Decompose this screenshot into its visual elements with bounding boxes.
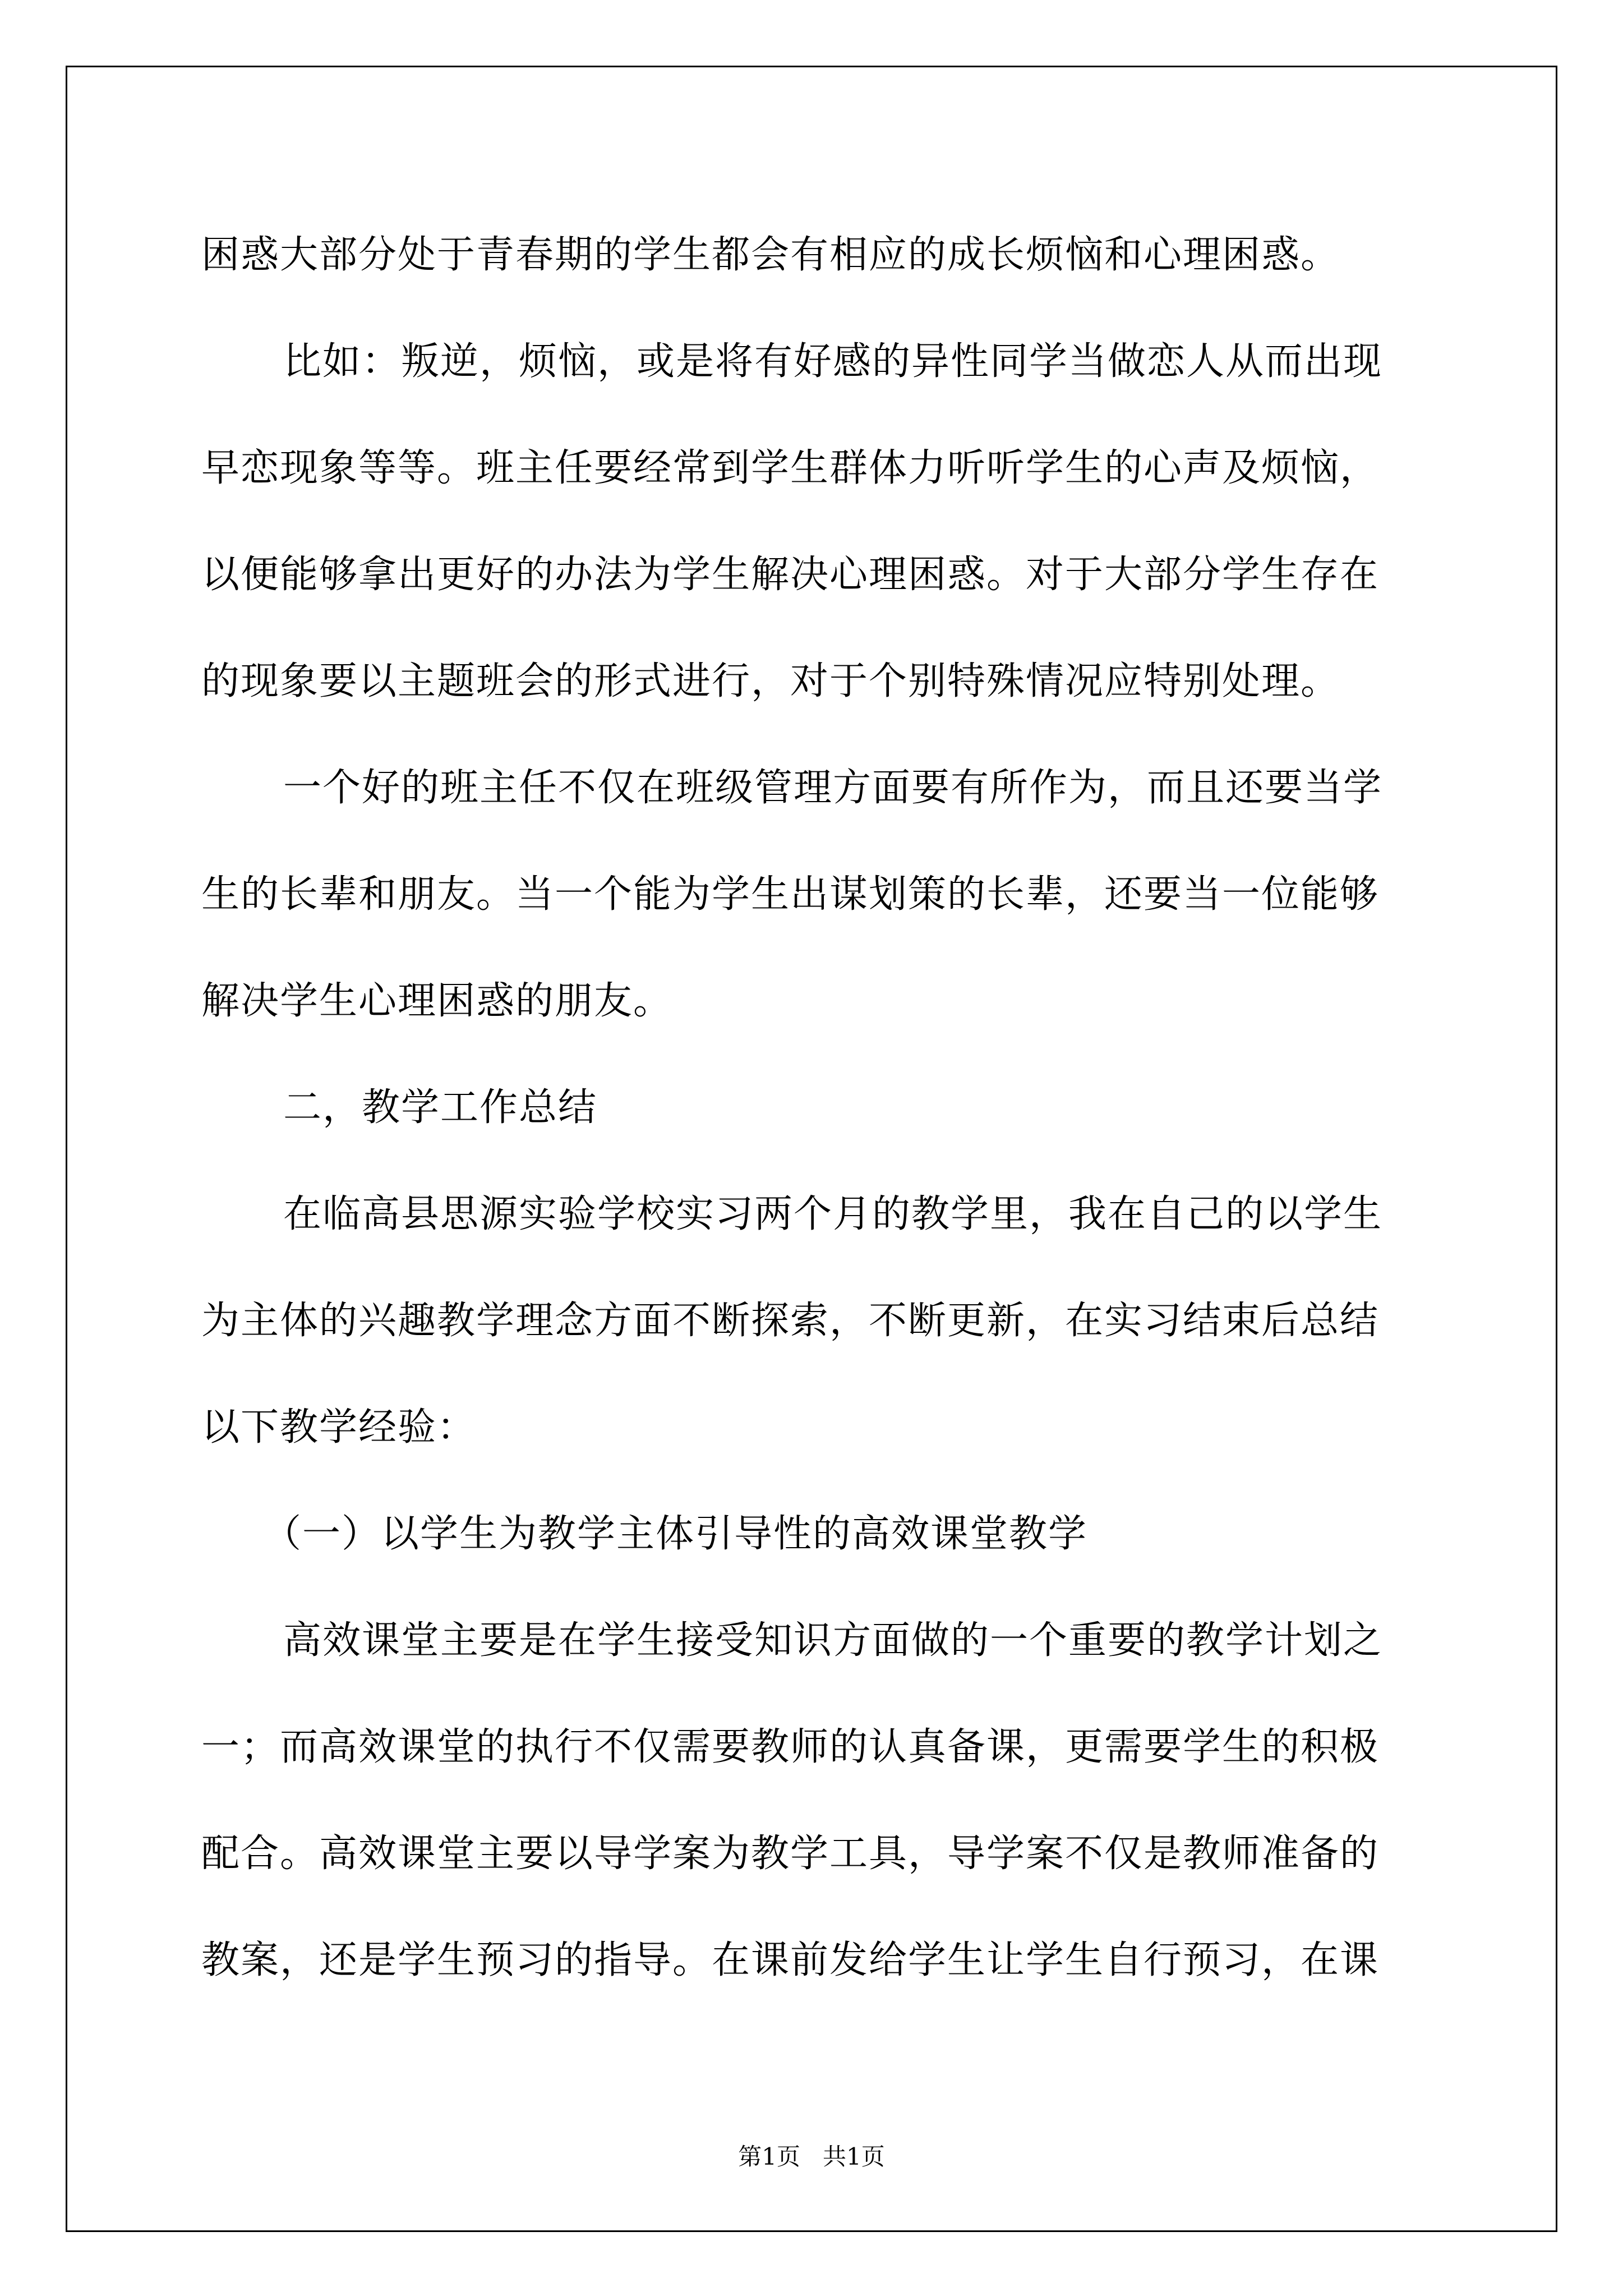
subsection-heading: （一）以学生为教学主体引导性的高效课堂教学 [263, 1512, 1088, 1556]
text-line: 解决学生心理困惑的朋友。 [201, 979, 673, 1023]
text-line: 的现象要以主题班会的形式进行，对于个别特殊情况应特别处理。 [201, 659, 1340, 703]
text-line: 一个好的班主任不仅在班级管理方面要有所作为，而且还要当学 [283, 766, 1383, 810]
text-line: 以便能够拿出更好的办法为学生解决心理困惑。对于大部分学生存在 [201, 553, 1380, 597]
text-line: 困惑大部分处于青春期的学生都会有相应的成长烦恼和心理困惑。 [201, 233, 1340, 277]
text-line: 生的长辈和朋友。当一个能为学生出谋划策的长辈，还要当一位能够 [201, 872, 1380, 917]
text-line: 比如：叛逆，烦恼，或是将有好感的异性同学当做恋人从而出现 [283, 339, 1383, 384]
text-line: 为主体的兴趣教学理念方面不断探索，不断更新，在实习结束后总结 [201, 1299, 1380, 1343]
text-line: 高效课堂主要是在学生接受知识方面做的一个重要的教学计划之 [283, 1618, 1383, 1663]
text-line: 以下教学经验： [201, 1405, 477, 1450]
text-line: 在临高县思源实验学校实习两个月的教学里，我在自己的以学生 [283, 1192, 1383, 1236]
page-total: 共1页 [823, 2143, 885, 2170]
text-line: 一；而高效课堂的执行不仅需要教师的认真备课，更需要学生的积极 [201, 1725, 1380, 1769]
document-body [201, 202, 1435, 2014]
text-line: 配合。高效课堂主要以导学案为教学工具，导学案不仅是教师准备的 [201, 1832, 1380, 1876]
text-line: 早恋现象等等。班主任要经常到学生群体力听听学生的心声及烦恼， [201, 446, 1380, 490]
page-footer [0, 2140, 1623, 2174]
section-heading: 二，教学工作总结 [283, 1085, 598, 1130]
page-number: 第1页 [738, 2143, 800, 2170]
text-line: 教案，还是学生预习的指导。在课前发给学生让学生自行预习，在课 [201, 1938, 1380, 1982]
